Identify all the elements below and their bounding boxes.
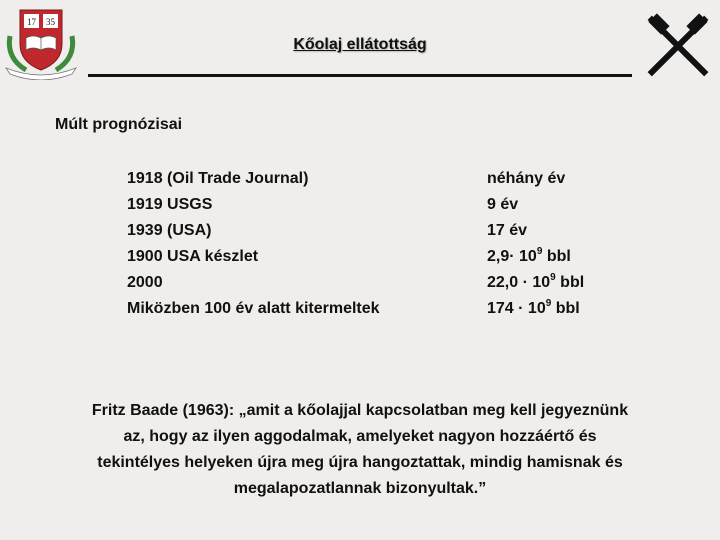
forecast-label: 1900 USA készlet <box>127 248 259 265</box>
forecast-value <box>487 218 584 244</box>
forecast-value-list <box>487 166 584 322</box>
forecast-value <box>487 166 584 192</box>
forecast-value <box>487 296 584 322</box>
forecast-value-text: 9 év <box>487 196 519 213</box>
forecast-label: Miközben 100 év alatt kitermeltek <box>127 300 380 317</box>
quote-line: Fritz Baade (1963): „amit a kőolajjal kapcsolatban meg kell jegyeznünk <box>91 402 629 419</box>
forecast-value <box>487 192 584 218</box>
forecast-value-text: 17 év <box>487 222 528 239</box>
forecast-unit: bbl <box>542 248 571 265</box>
forecast-label: 2000 <box>127 274 163 291</box>
forecast-exponent: 9 <box>550 272 556 283</box>
quote-line: tekintélyes helyeken újra meg újra hangoztattak, mindig hamisnak és <box>97 454 623 471</box>
forecast-value-text: néhány év <box>487 170 566 187</box>
forecast-label: 1919 USGS <box>127 196 213 213</box>
crest-year-right: 35 <box>46 17 55 27</box>
university-crest-logo <box>2 6 80 80</box>
title-divider <box>88 74 632 77</box>
forecast-unit: bbl <box>555 274 585 291</box>
forecast-value <box>487 270 584 296</box>
crossed-hammers-icon <box>644 12 712 80</box>
page-title: Kőolaj ellátottság <box>293 36 427 53</box>
forecast-unit: bbl <box>551 300 580 317</box>
forecast-exponent: 9 <box>545 298 552 309</box>
forecast-value-text: 2,9· 10 <box>487 248 537 265</box>
forecast-value-text: 22,0 · 10 <box>487 274 551 291</box>
forecast-value <box>487 244 584 270</box>
quote-block <box>40 398 680 502</box>
section-subtitle: Múlt prognózisai <box>55 116 183 133</box>
forecast-label: 1918 (Oil Trade Journal) <box>127 170 309 187</box>
crest-year-left: 17 <box>27 17 36 27</box>
forecast-exponent: 9 <box>536 246 543 257</box>
forecast-label-list <box>127 166 380 322</box>
forecast-label: 1939 (USA) <box>127 222 212 239</box>
quote-line: megalapozatlannak bizonyultak.” <box>233 480 487 497</box>
forecast-value-text: 174 · 10 <box>487 300 546 317</box>
quote-line: az, hogy az ilyen aggodalmak, amelyeket nagyon hozzáértő és <box>123 428 597 445</box>
